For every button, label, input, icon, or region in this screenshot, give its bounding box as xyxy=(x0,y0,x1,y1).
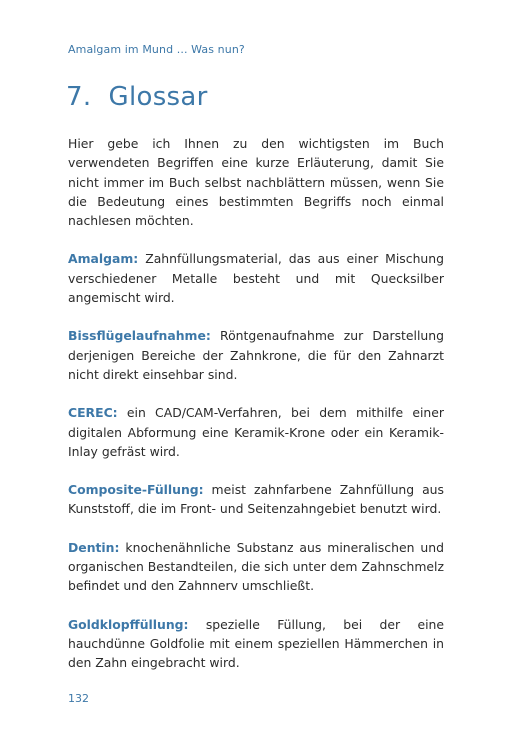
glossary-entry-cerec xyxy=(68,403,444,461)
glossary-definition: meist zahnfarbene Zahnfüllung aus Kunststoff, die im Front- und Seitenzahngebiet benutzt wird. xyxy=(68,482,444,517)
glossary-term: Bissflügelaufnahme: xyxy=(68,328,211,344)
glossary-definition: ein CAD/CAM-Verfahren, bei dem mithilfe einer digitalen Abformung eine Keramik-Krone oder ein Keramik-Inlay gefräst wird. xyxy=(68,405,444,459)
glossary-body xyxy=(68,134,444,692)
glossary-entry-goldklopffuellung xyxy=(68,615,444,673)
glossary-term: Dentin: xyxy=(68,539,120,555)
chapter-title: 7. Glossar xyxy=(66,82,208,112)
glossary-definition: knochenähnliche Substanz aus mineralischen und organischen Bestandteilen, die sich unter dem Zahnschmelz befindet und den Zahnnerv umschließt. xyxy=(68,539,444,594)
glossary-term: CEREC: xyxy=(68,405,118,421)
glossary-entry-dentin xyxy=(68,538,444,596)
glossary-term: Composite-Füllung: xyxy=(68,482,204,498)
glossary-definition: Zahnfüllungsmaterial, das aus einer Mischung verschiedener Metalle besteht und mit Quecksilber angemischt wird. xyxy=(68,251,444,306)
glossary-definition: spezielle Füllung, bei der eine hauchdünne Goldfolie mit einem speziellen Hämmerchen in den Zahn eingebracht wird. xyxy=(68,616,444,671)
glossary-entry-bissfluegelaufnahme xyxy=(68,326,444,384)
intro-paragraph: Hier gebe ich Ihnen zu den wichtigsten im Buch verwendeten Begriffen eine kurze Erläuterung, damit Sie nicht immer im Buch selbst nachblättern müssen, wenn Sie die Bedeutung eines bestimmten Begriffs noch einmal nachlesen möchten. xyxy=(68,136,444,229)
glossary-definition: Röntgenaufnahme zur Darstellung derjenigen Bereiche der Zahnkrone, die für den Zahnarzt nicht direkt einsehbar sind. xyxy=(68,328,444,382)
glossary-entry-amalgam xyxy=(68,249,444,307)
glossary-entry-composite-fuellung xyxy=(68,480,444,519)
glossary-term: Goldklopffüllung: xyxy=(68,616,189,632)
page-number: 132 xyxy=(68,692,89,705)
glossary-term: Amalgam: xyxy=(68,251,139,267)
running-header: Amalgam im Mund ... Was nun? xyxy=(68,43,245,56)
